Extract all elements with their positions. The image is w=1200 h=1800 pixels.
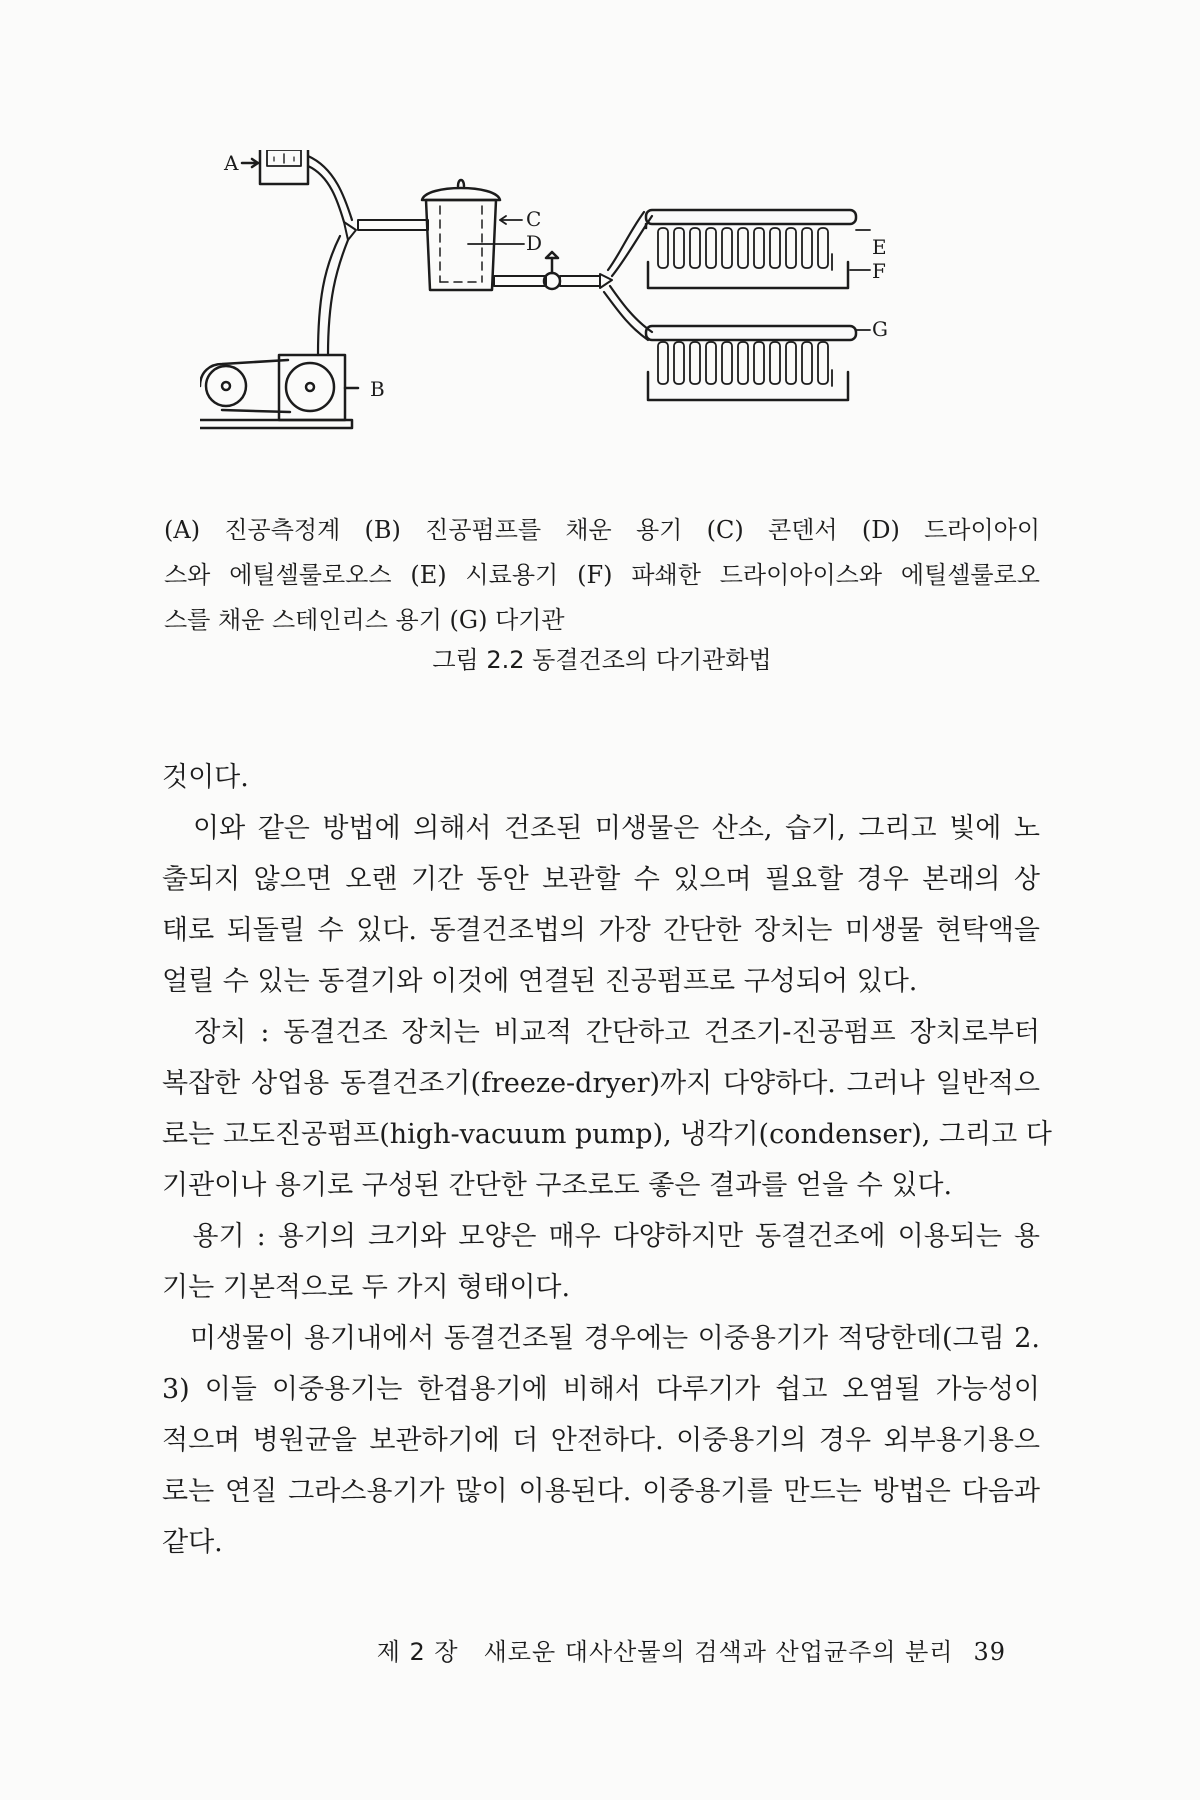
caption-line: (A) 진공측정계 (B) 진공펌프를 채운 용기 (C) 콘덴서 (D) 드라이아이: [164, 516, 1040, 544]
text-line: 복잡한 상업용 동결건조기(freeze-dryer)까지 다양하다. 그러나 일반적으: [162, 1068, 1040, 1099]
text-line: 용기 : 용기의 크기와 모양은 매우 다양하지만 동결건조에 이용되는 용: [162, 1221, 1040, 1252]
figure-caption: [164, 508, 1040, 643]
text-line: 미생물이 용기내에서 동결건조될 경우에는 이중용기가 적당한데(그림 2.: [162, 1323, 1040, 1354]
condenser: [422, 180, 524, 290]
label-c: C: [526, 207, 542, 231]
caption-line: 스와 에틸셀룰로오스 (E) 시료용기 (F) 파쇄한 드라이아이스와 에틸셀룰로오: [164, 561, 1040, 589]
text-line: 3) 이들 이중용기는 한겹용기에 비해서 다루기가 쉽고 오염될 가능성이: [162, 1374, 1040, 1405]
text-line: 같다.: [162, 1527, 223, 1558]
apparatus-diagram: [200, 150, 1000, 480]
text-line: 적으며 병원균을 보관하기에 더 안전하다. 이중용기의 경우 외부용기용으: [162, 1425, 1040, 1456]
running-header-chapter: 제 2 장 새로운 대사산물의 검색과 산업균주의 분리: [376, 1638, 954, 1666]
text-line: 얼릴 수 있는 동결기와 이것에 연결된 진공펌프로 구성되어 있다.: [162, 966, 918, 997]
body-text: [162, 752, 1052, 1568]
vacuum-pump: [200, 355, 358, 428]
label-a: A: [224, 151, 239, 175]
text-line: 것이다.: [162, 762, 249, 793]
label-d: D: [526, 231, 543, 255]
label-b: B: [370, 377, 385, 401]
page-footer: [164, 1632, 1006, 1667]
upper-manifold: [646, 210, 870, 288]
freeze-drying-manifold-figure: [200, 150, 1000, 480]
figure-title: 그림 2.2 동결건조의 다기관화법: [432, 646, 772, 674]
text-line: 기관이나 용기로 구성된 간단한 구조로도 좋은 결과를 얻을 수 있다.: [162, 1170, 953, 1201]
text-line: 이와 같은 방법에 의해서 건조된 미생물은 산소, 습기, 그리고 빛에 노: [162, 813, 1040, 844]
text-line: 출되지 않으면 오랜 기간 동안 보관할 수 있으며 필요할 경우 본래의 상: [162, 864, 1040, 895]
label-g: G: [872, 317, 888, 341]
text-line: 태로 되돌릴 수 있다. 동결건조법의 가장 간단한 장치는 미생물 현탁액을: [162, 915, 1040, 946]
label-e: E: [872, 235, 887, 259]
text-line: 기는 기본적으로 두 가지 형태이다.: [162, 1272, 571, 1303]
text-line: 로는 연질 그라스용기가 많이 이용된다. 이중용기를 만드는 방법은 다음과: [162, 1476, 1040, 1507]
vacuum-gauge: [242, 150, 308, 184]
text-line: 로는 고도진공펌프(high-vacuum pump), 냉각기(condenser), 그리고 다: [162, 1119, 1052, 1150]
text-line: 장치 : 동결건조 장치는 비교적 간단하고 건조기-진공펌프 장치로부터: [162, 1017, 1040, 1048]
lower-manifold: [646, 326, 870, 400]
label-f: F: [872, 259, 886, 283]
page-number: 39: [973, 1638, 1006, 1666]
caption-line: 스를 채운 스테인리스 용기 (G) 다기관: [164, 606, 565, 634]
